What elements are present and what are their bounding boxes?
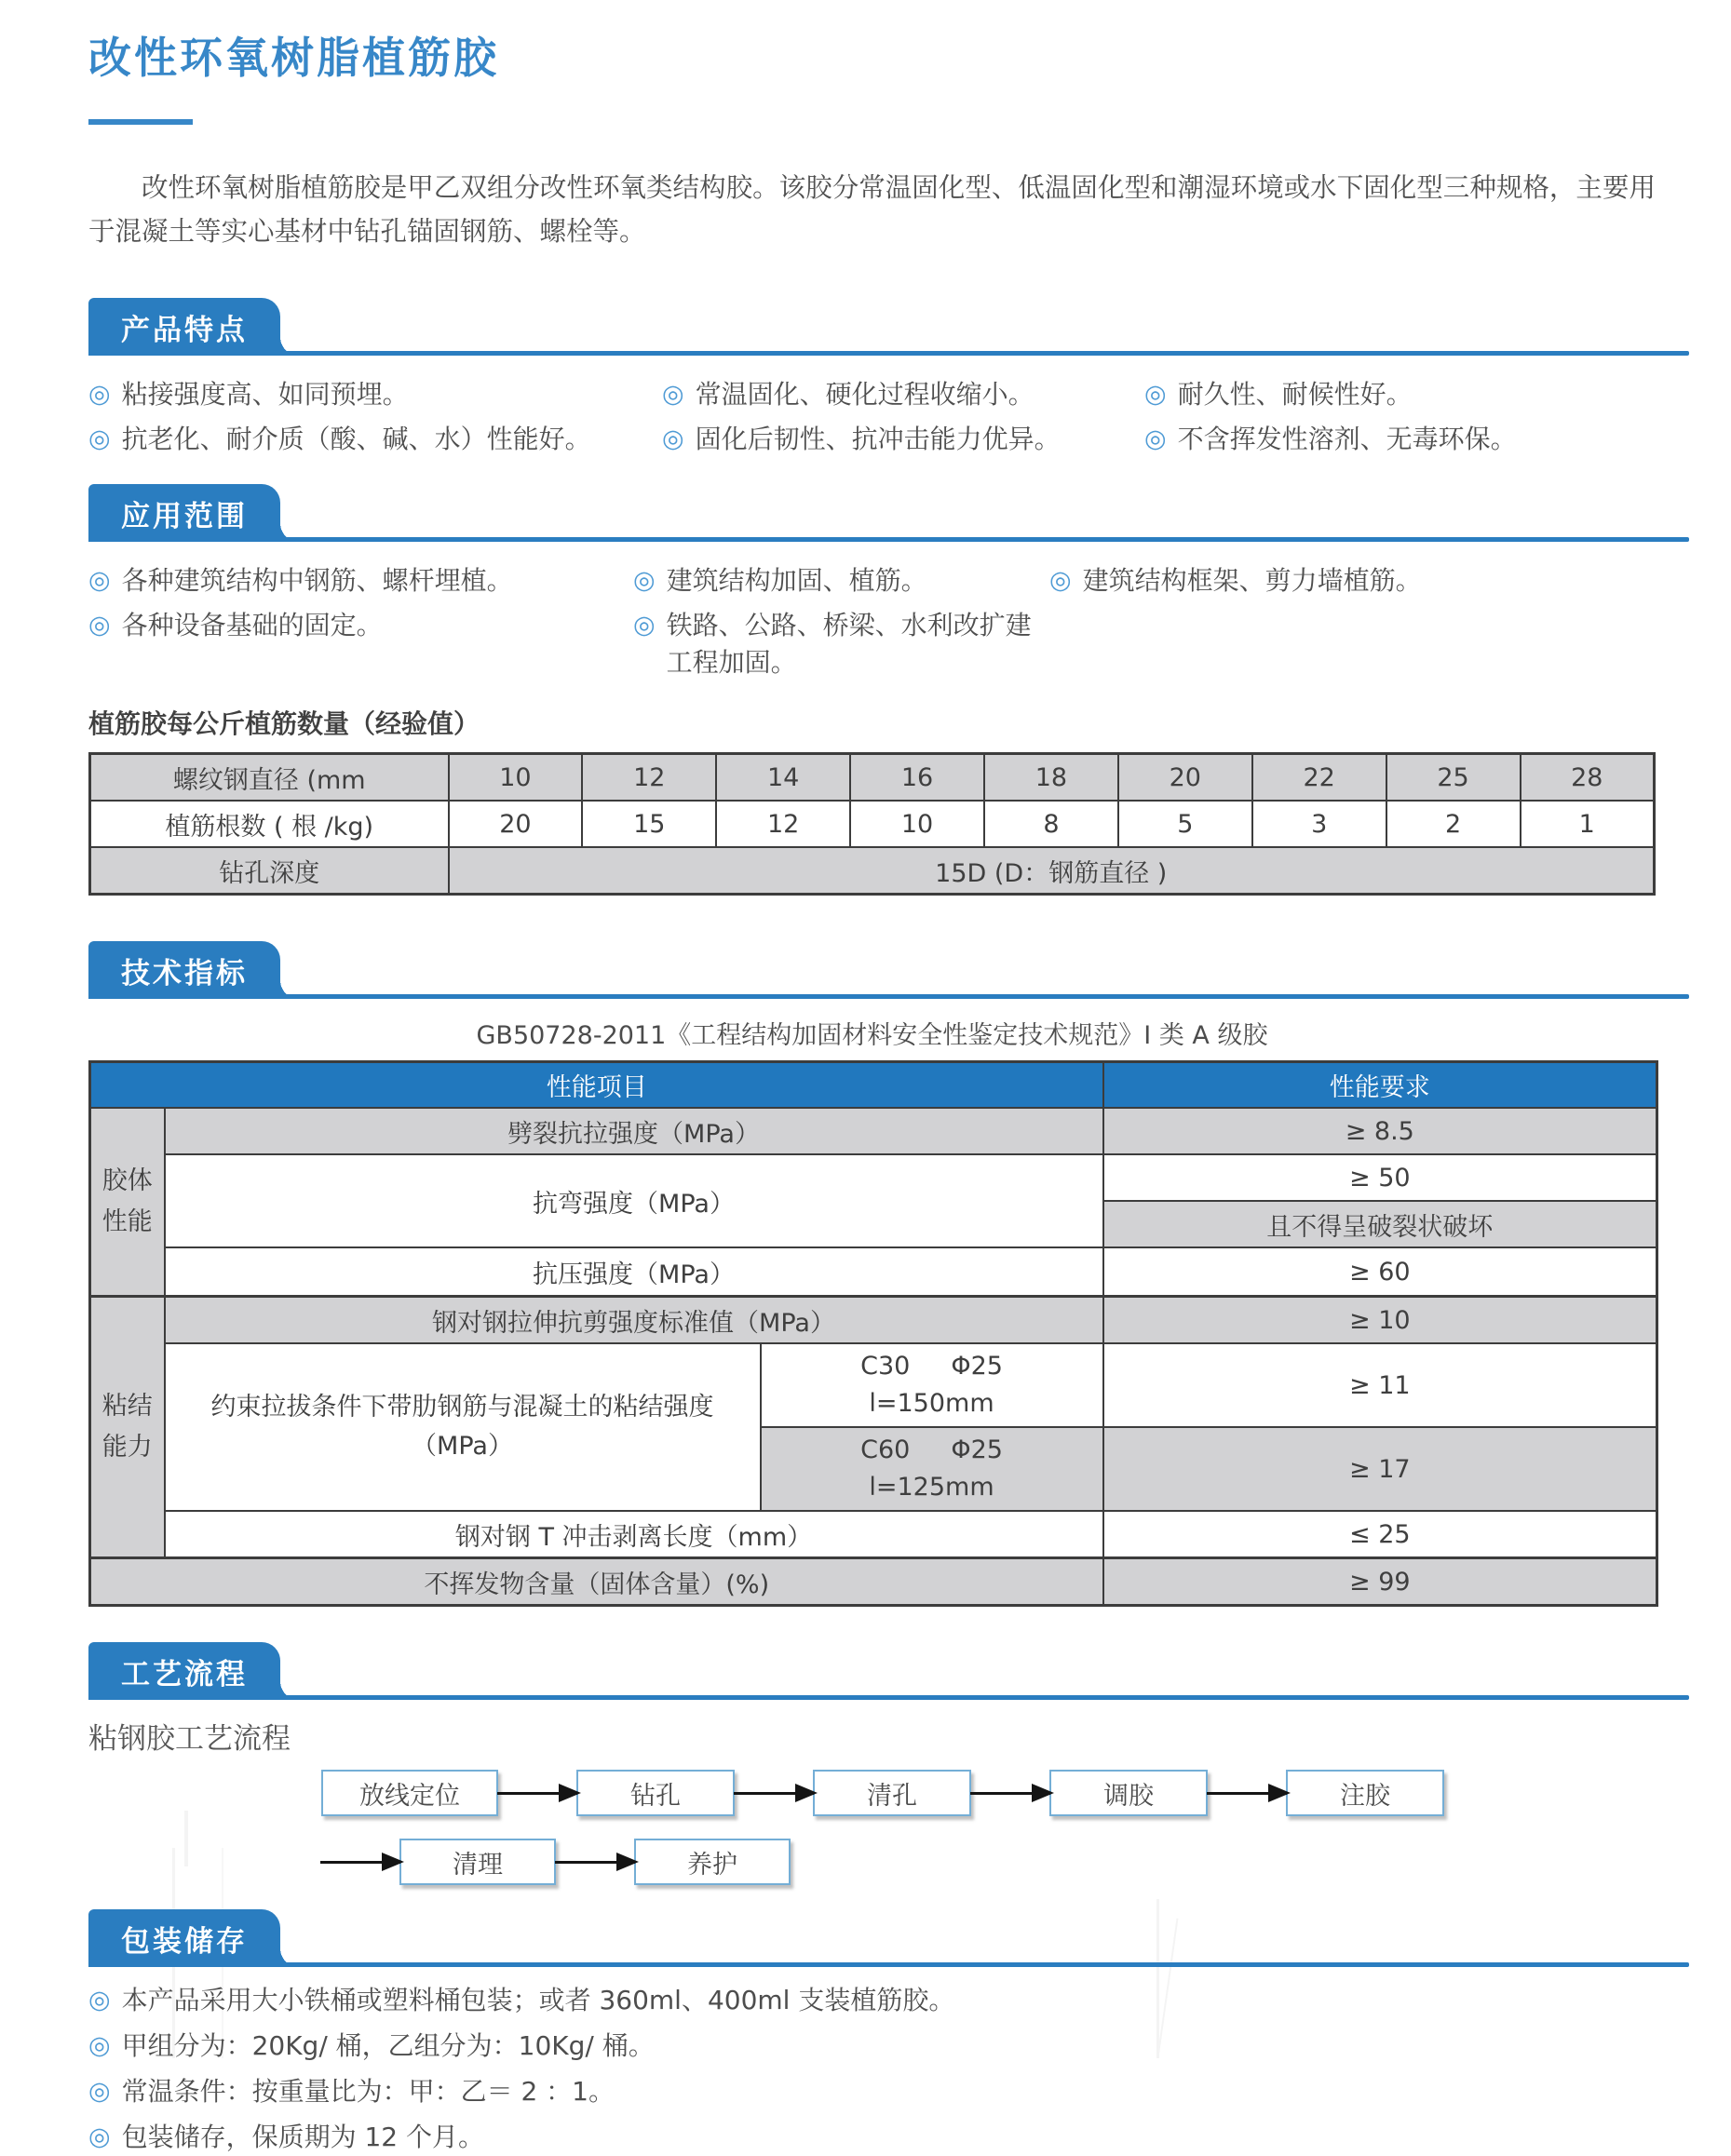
packaging-item	[88, 2073, 1656, 2110]
spec-label-cell: 不挥发物含量（固体含量）(%)	[90, 1558, 1103, 1606]
spec-req-cell: ≥ 8.5	[1103, 1108, 1657, 1154]
section-header-specs	[88, 941, 1656, 999]
feature-text: 抗老化、耐介质（酸、碱、水）性能好。	[121, 424, 591, 454]
section-title: 技术指标	[121, 956, 248, 990]
value-cell: 14	[716, 754, 850, 802]
application-item	[633, 562, 1049, 600]
circle-bullet-icon: ◎	[88, 1986, 111, 2015]
header-cell-requirement: 性能要求	[1103, 1062, 1657, 1109]
row-label-cell: 螺纹钢直径 (mm	[90, 754, 449, 802]
value-cell: 8	[984, 801, 1118, 847]
arrow-right-icon	[320, 1861, 400, 1864]
feature-text: 耐久性、耐候性好。	[1177, 379, 1413, 410]
merged-value-cell: 15D (D：钢筋直径 )	[449, 847, 1655, 895]
section-rule	[88, 1962, 1689, 1967]
packaging-list	[88, 1982, 1656, 2156]
section-tab-applications	[88, 484, 280, 542]
arrow-right-icon	[555, 1861, 635, 1864]
circle-bullet-icon: ◎	[88, 2077, 111, 2106]
value-cell: 10	[449, 754, 583, 802]
circle-bullet-icon: ◎	[1049, 566, 1072, 595]
spec-row-compressive	[90, 1247, 1657, 1297]
spec-req-cell: ≤ 25	[1103, 1511, 1657, 1558]
spec-label-cell: 抗弯强度（MPa）	[165, 1154, 1103, 1247]
page-title: 改性环氧树脂植筋胶	[88, 33, 499, 83]
intro-paragraph: 改性环氧树脂植筋胶是甲乙双组分改性环氧类结构胶。该胶分常温固化型、低温固化型和潮湿环境或水下固化型三种规格，主要用于混凝土等实心基材中钻孔锚固钢筋、螺栓等。	[88, 172, 1656, 247]
feature-item	[88, 421, 662, 458]
applications-list	[88, 562, 1656, 681]
application-item	[1049, 562, 1656, 600]
row-label-cell: 钻孔深度	[90, 847, 449, 895]
circle-bullet-icon: ◎	[88, 2122, 111, 2151]
spec-label-cell: 钢对钢拉伸抗剪强度标准值（MPa）	[165, 1297, 1103, 1344]
feature-item	[1144, 421, 1656, 458]
condition-cell	[761, 1343, 1103, 1427]
flow-row-2	[321, 1839, 1656, 1885]
spec-row-shear	[90, 1297, 1657, 1344]
flow-row-1	[321, 1770, 1656, 1816]
section-title: 包装储存	[121, 1924, 248, 1959]
spec-row-split-tensile	[90, 1108, 1657, 1154]
condition-grade-line	[767, 1432, 1097, 1469]
value-cell: 3	[1252, 801, 1386, 847]
flow-step-box: 养护	[634, 1839, 791, 1885]
header-cell-item: 性能项目	[90, 1062, 1103, 1109]
spec-req-cell: ≥ 17	[1103, 1427, 1657, 1511]
title-dash-divider	[88, 119, 193, 125]
dosage-table	[88, 752, 1656, 896]
spec-req-cell: ≥ 50	[1103, 1154, 1657, 1201]
dosage-row-diameter	[90, 754, 1655, 802]
flow-step-box: 清理	[399, 1839, 556, 1885]
features-list	[88, 376, 1656, 458]
section-rule	[88, 1695, 1689, 1700]
section-rule	[88, 537, 1689, 542]
feature-item	[662, 376, 1144, 413]
section-header-process	[88, 1642, 1656, 1700]
spec-row-nonvolatile	[90, 1558, 1657, 1606]
application-item	[633, 607, 1049, 681]
circle-bullet-icon: ◎	[633, 611, 656, 640]
arrow-right-icon	[497, 1792, 577, 1795]
condition-cell	[761, 1427, 1103, 1511]
section-tab-packaging	[88, 1909, 280, 1967]
packaging-text: 本产品采用大小铁桶或塑料桶包装；或者 360ml、400ml 支装植筋胶。	[121, 1985, 955, 2015]
bond-label-unit: （MPa）	[412, 1432, 513, 1461]
packaging-text: 包装储存，保质期为 12 个月。	[121, 2122, 484, 2152]
application-text: 铁路、公路、桥梁、水利改扩建工程加固。	[666, 610, 1032, 678]
value-cell: 5	[1118, 801, 1252, 847]
application-text: 建筑结构框架、剪力墙植筋。	[1082, 565, 1422, 596]
feature-item	[88, 376, 662, 413]
group-cell-bond: 粘结能力	[90, 1297, 165, 1558]
feature-text: 粘接强度高、如同预埋。	[121, 379, 409, 410]
feature-item	[1144, 376, 1656, 413]
flow-step-box: 清孔	[813, 1770, 971, 1816]
circle-bullet-icon: ◎	[1144, 424, 1167, 453]
page-content	[88, 0, 1656, 2156]
spec-req-cell: ≥ 60	[1103, 1247, 1657, 1297]
standard-reference: GB50728-2011《工程结构加固材料安全性鉴定技术规范》I 类 A 级胶	[476, 1021, 1268, 1050]
specs-table	[88, 1060, 1658, 1607]
section-header-features	[88, 298, 1656, 356]
spec-req-cell: ≥ 99	[1103, 1558, 1657, 1606]
circle-bullet-icon: ◎	[88, 424, 111, 453]
feature-text: 固化后韧性、抗冲击能力优异。	[695, 424, 1061, 454]
value-cell: 10	[850, 801, 984, 847]
section-header-packaging	[88, 1909, 1656, 1967]
condition-length-line: l=150mm	[869, 1389, 994, 1418]
circle-bullet-icon: ◎	[633, 566, 656, 595]
arrow-right-icon	[734, 1792, 814, 1795]
packaging-item	[88, 2119, 1656, 2156]
value-cell: 20	[1118, 754, 1252, 802]
spec-row-bond-c30	[90, 1343, 1657, 1427]
value-cell: 12	[716, 801, 850, 847]
flow-step-box: 注胶	[1286, 1770, 1444, 1816]
grade: C30	[860, 1352, 911, 1381]
feature-item	[662, 421, 1144, 458]
row-label-cell: 植筋根数 ( 根 /kg)	[90, 801, 449, 847]
grade: C60	[860, 1435, 911, 1464]
value-cell: 18	[984, 754, 1118, 802]
application-text: 建筑结构加固、植筋。	[666, 565, 927, 596]
value-cell: 28	[1521, 754, 1655, 802]
circle-bullet-icon: ◎	[662, 424, 684, 453]
arrow-right-icon	[1207, 1792, 1287, 1795]
packaging-text: 甲组分为：20Kg/ 桶，乙组分为：10Kg/ 桶。	[121, 2030, 655, 2061]
spec-label-cell	[165, 1343, 761, 1511]
spec-req-cell: ≥ 11	[1103, 1343, 1657, 1427]
value-cell: 20	[449, 801, 583, 847]
diameter: Φ25	[951, 1352, 1003, 1381]
circle-bullet-icon: ◎	[88, 2031, 111, 2060]
condition-grade-line	[767, 1348, 1097, 1385]
spec-label-cell: 钢对钢 T 冲击剥离长度（mm）	[165, 1511, 1103, 1558]
application-text: 各种设备基础的固定。	[121, 610, 383, 640]
dosage-row-depth	[90, 847, 1655, 895]
packaging-item	[88, 2028, 1656, 2065]
section-header-applications	[88, 484, 1656, 542]
flow-step-box: 钻孔	[576, 1770, 735, 1816]
spec-label-cell: 劈裂抗拉强度（MPa）	[165, 1108, 1103, 1154]
packaging-text: 常温条件：按重量比为：甲：乙＝ 2 ：1。	[121, 2076, 615, 2107]
spec-row-peel	[90, 1511, 1657, 1558]
value-cell: 25	[1386, 754, 1521, 802]
circle-bullet-icon: ◎	[1144, 380, 1167, 409]
application-text: 各种建筑结构中钢筋、螺杆埋植。	[121, 565, 513, 596]
spec-row-flexural-1	[90, 1154, 1657, 1201]
value-cell: 1	[1521, 801, 1655, 847]
application-item-empty	[1049, 607, 1656, 681]
circle-bullet-icon: ◎	[88, 380, 111, 409]
circle-bullet-icon: ◎	[662, 380, 684, 409]
spec-req-cell: ≥ 10	[1103, 1297, 1657, 1344]
feature-text: 常温固化、硬化过程收缩小。	[695, 379, 1035, 410]
application-item	[88, 607, 633, 681]
flow-step-box: 调胶	[1049, 1770, 1208, 1816]
packaging-item	[88, 1982, 1656, 2019]
feature-text: 不含挥发性溶剂、无毒环保。	[1177, 424, 1517, 454]
section-tab-specs	[88, 941, 280, 999]
value-cell: 2	[1386, 801, 1521, 847]
section-title: 应用范围	[121, 499, 248, 533]
value-cell: 16	[850, 754, 984, 802]
value-cell: 22	[1252, 754, 1386, 802]
bond-label-text: 约束拉拔条件下带肋钢筋与混凝土的粘结强度	[210, 1393, 714, 1422]
section-tab-process	[88, 1642, 280, 1700]
circle-bullet-icon: ◎	[88, 566, 111, 595]
application-item	[88, 562, 633, 600]
spec-label-cell: 抗压强度（MPa）	[165, 1247, 1103, 1297]
dosage-row-count	[90, 801, 1655, 847]
group-cell-body: 胶体性能	[90, 1108, 165, 1297]
value-cell: 15	[582, 801, 716, 847]
spec-req-cell: 且不得呈破裂状破坏	[1103, 1201, 1657, 1247]
flow-step-box: 放线定位	[321, 1770, 498, 1816]
section-title: 产品特点	[121, 313, 248, 347]
circle-bullet-icon: ◎	[88, 611, 111, 640]
flow-subtitle: 粘钢胶工艺流程	[88, 1722, 291, 1756]
dosage-table-title: 植筋胶每公斤植筋数量（经验值）	[88, 708, 480, 739]
value-cell: 12	[582, 754, 716, 802]
section-rule	[88, 351, 1689, 356]
section-rule	[88, 994, 1689, 999]
arrow-right-icon	[970, 1792, 1050, 1795]
section-tab-features	[88, 298, 280, 356]
diameter: Φ25	[951, 1435, 1003, 1464]
section-title: 工艺流程	[121, 1657, 248, 1691]
specs-header-row	[90, 1062, 1657, 1109]
condition-length-line: l=125mm	[869, 1473, 994, 1502]
